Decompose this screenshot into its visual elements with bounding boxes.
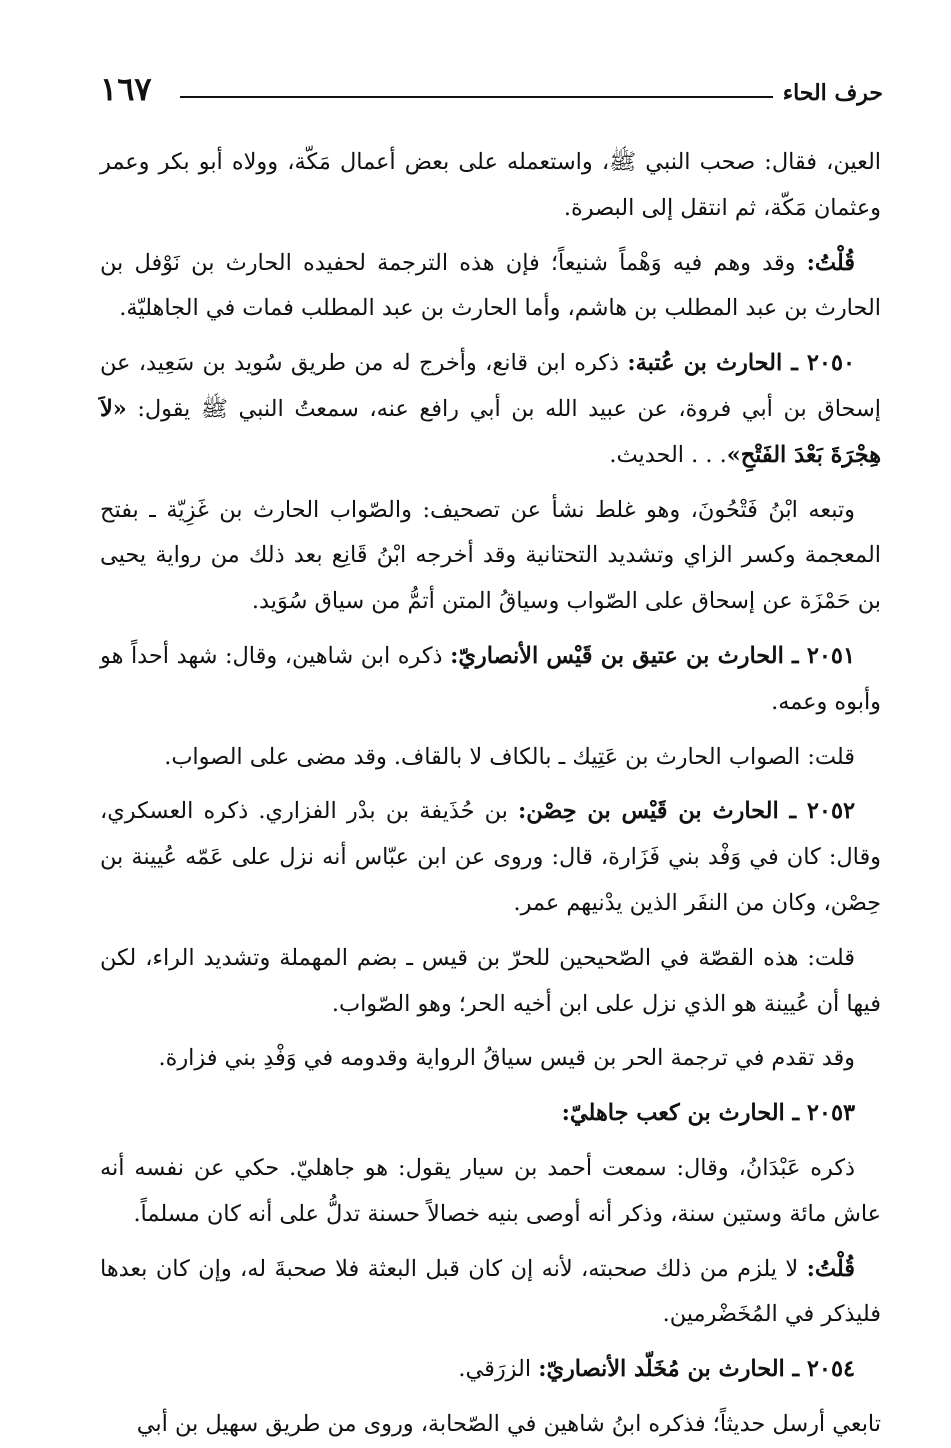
paragraph	[100, 1036, 881, 1082]
paragraph	[100, 1402, 881, 1448]
text-run: ذكره ابن قانع، وأخرج له من طريق سُويد بن سَعِيد، عن إسحاق بن أبي فروة، عن عبيد الله بن أبي رافع عنه، سمعتُ النبي ﷺ يقول:	[100, 350, 881, 422]
paragraph	[100, 1347, 881, 1393]
paragraph	[100, 1091, 881, 1137]
text-run: لا يلزم من ذلك صحبته، لأنه إن كان قبل البعثة فلا صحبةَ له، وإن كان بعدها فليذكر في المُخَضْرمين.	[100, 1255, 881, 1328]
paragraph	[100, 634, 881, 726]
paragraph	[100, 140, 881, 232]
paragraph	[100, 735, 881, 781]
paragraph	[100, 1146, 881, 1238]
bold-run: قُلْتُ:	[806, 249, 855, 276]
text-run: بن حُذَيفة بن بدْر الفزاري. ذكره العسكري، وقال: كان في وَفْد بني فَزَارة، قال: وروى عن ابن عبّاس أنه نزل على عَمّه عُيينة بن حِصْن، وكان من النفَر الذين يدْنيهم عمر.	[100, 798, 881, 916]
paragraph	[100, 789, 881, 926]
bold-run: ٢٠٥١ ـ الحارث بن عتيق بن قَيْس الأنصاريّ:	[450, 642, 855, 669]
running-head: حرف الحاء	[782, 80, 883, 106]
bold-run: ٢٠٥٢ ـ الحارث بن قَيْس بن حِصْن:	[518, 798, 855, 825]
text-run: وقد تقدم في ترجمة الحر بن قيس سياقُ الرواية وقدومه في وَفْدِ بني فزارة.	[158, 1045, 855, 1072]
text-run: تابعي أرسل حديثاً؛ فذكره ابنُ شاهين في الصّحابة، وروى من طريق سهيل بن أبي	[136, 1410, 881, 1437]
paragraph	[100, 1247, 881, 1339]
page-number: ١٦٧	[100, 70, 152, 108]
text-run: قلت: الصواب الحارث بن عَتِيك ـ بالكاف لا بالقاف. وقد مضى على الصواب.	[164, 743, 855, 770]
bold-run: ٢٠٥٠ ـ الحارث بن عُتبة:	[627, 350, 856, 377]
paragraph	[100, 241, 881, 333]
text-run: قلت: هذه القصّة في الصّحيحين للحرّ بن قيس ـ بضم المهملة وتشديد الراء، لكن فيها أن عُيينة هو الذي نزل على ابن أخيه الحر؛ وهو الصّواب.	[100, 944, 881, 1017]
text-run: ذكره عَبْدَانُ، وقال: سمعت أحمد بن سيار يقول: هو جاهليّ. حكي عن نفسه أنه عاش مائة وستين سنة، وذكر أنه أوصى بنيه خصالاً حسنة تدلُّ على أنه كان مسلماً.	[100, 1154, 881, 1227]
text-run: وقد وهم فيه وَهْماً شنيعاً؛ فإن هذه الترجمة لحفيده الحارث بن نَوْفل بن الحارث بن عبد المطلب بن هاشم، وأما الحارث بن عبد المطلب فمات في الجاهليّة.	[100, 249, 881, 322]
header-rule	[180, 96, 773, 98]
bold-run: ٢٠٥٣ ـ الحارث بن كعب جاهليّ:	[561, 1100, 855, 1127]
paragraph	[100, 341, 881, 478]
paragraph	[100, 936, 881, 1028]
text-run: . . . الحديث.	[609, 441, 727, 468]
bold-run: قُلْتُ:	[806, 1255, 855, 1282]
page-body	[100, 140, 881, 1448]
bold-run: «لاَ هِجْرَةَ بَعْدَ الفَتْحِ»	[100, 395, 881, 468]
paragraph	[100, 488, 881, 625]
text-run: العين، فقال: صحب النبي ﷺ، واستعمله على بعض أعمال مَكّة، وولاه أبو بكر وعمر وعثمان مَكّة، ثم انتقل إلى البصرة.	[100, 149, 881, 221]
text-run: الزرَقي.	[458, 1356, 539, 1383]
bold-run: ٢٠٥٤ ـ الحارث بن مُخَلّد الأنصاريّ:	[538, 1356, 855, 1383]
text-run: وتبعه ابْنُ فَتْحُونَ، وهو غلط نشأ عن تصحيف: والصّواب الحارث بن غَزِيّة ـ بفتح المعجمة وكسر الزاي وتشديد التحتانية وقد أخرجه ابْنُ قَانِع بعد ذلك من رواية يحيى بن حَمْزَة عن إسحاق على الصّواب وسياقُ المتن أتمُّ من سياق سُوَيد.	[100, 496, 881, 615]
page-header	[100, 70, 883, 110]
text-run: ذكره ابن شاهين، وقال: شهد أحداً هو وأبوه وعمه.	[100, 642, 881, 715]
